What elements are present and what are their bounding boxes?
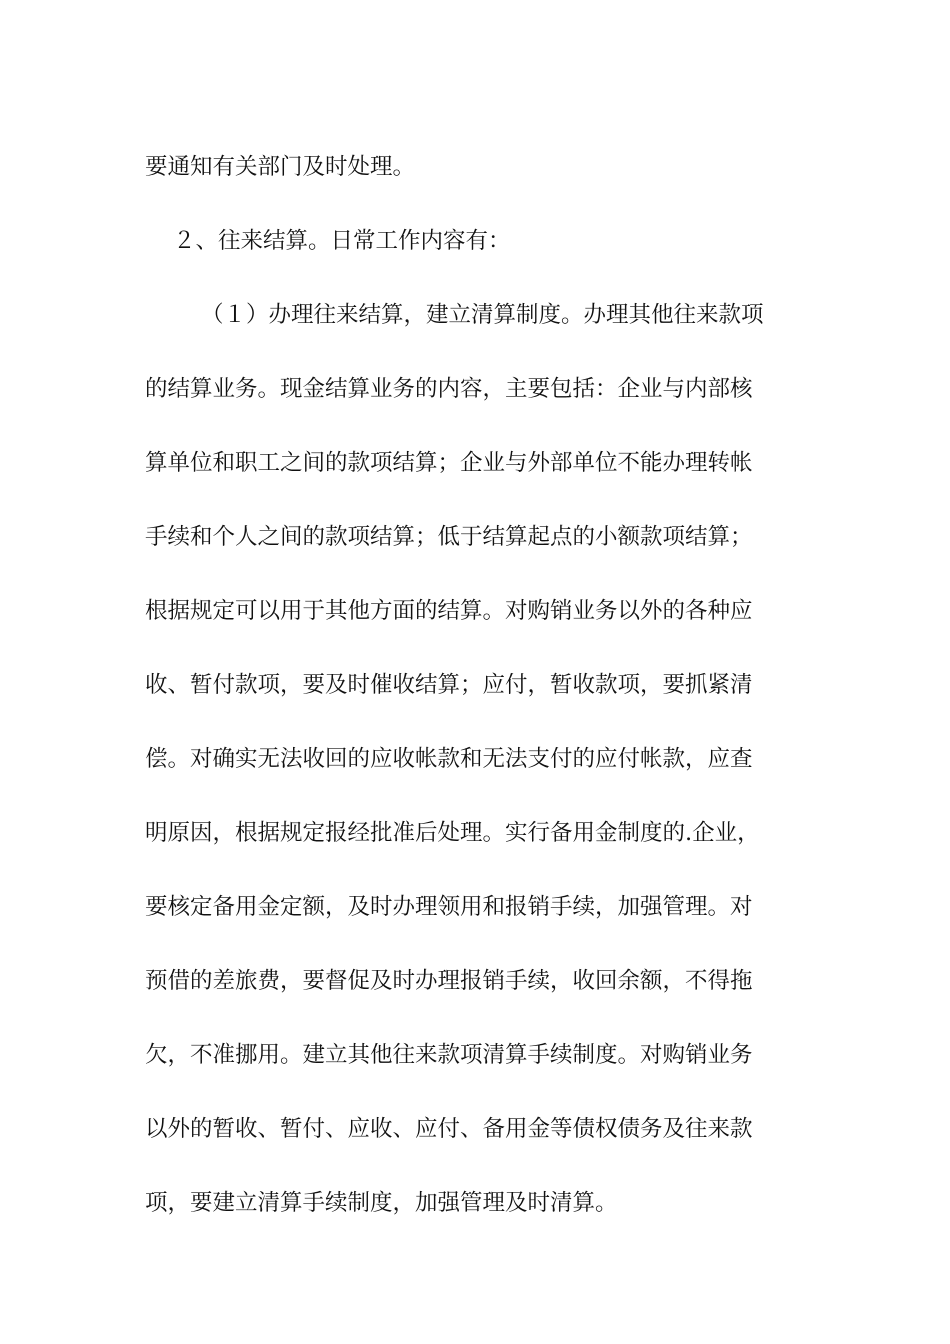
- text-line: 手续和个人之间的款项结算；低于结算起点的小额款项结算；: [145, 524, 753, 550]
- text-line: 欠，不准挪用。建立其他往来款项清算手续制度。对购销业务: [145, 1042, 753, 1068]
- text-line: 要通知有关部门及时处理。: [145, 154, 416, 180]
- text-line: 以外的暂收、暂付、应收、应付、备用金等债权债务及往来款: [145, 1116, 753, 1142]
- text-line: 明原因，根据规定报经批准后处理。实行备用金制度的.企业，: [145, 820, 760, 846]
- text-line: 要核定备用金定额，及时办理领用和报销手续，加强管理。对: [145, 894, 753, 920]
- text-line: 算单位和职工之间的款项结算；企业与外部单位不能办理转帐: [145, 450, 753, 476]
- text-line: 偿。对确实无法收回的应收帐款和无法支付的应付帐款，应查: [145, 746, 753, 772]
- text-line: 预借的差旅费，要督促及时办理报销手续，收回余额，不得拖: [145, 968, 753, 994]
- text-line: 根据规定可以用于其他方面的结算。对购销业务以外的各种应: [145, 598, 753, 624]
- text-line: 的结算业务。现金结算业务的内容，主要包括：企业与内部核: [145, 376, 753, 402]
- subsection-first-line: （１）办理往来结算，建立清算制度。办理其他往来款项: [201, 302, 764, 328]
- body-text: [145, 130, 825, 1240]
- text-line: 收、暂付款项，要及时催收结算；应付，暂收款项，要抓紧清: [145, 672, 753, 698]
- text-line: 项，要建立清算手续制度，加强管理及时清算。: [145, 1190, 618, 1216]
- section-heading: ２、往来结算。日常工作内容有：: [173, 228, 511, 254]
